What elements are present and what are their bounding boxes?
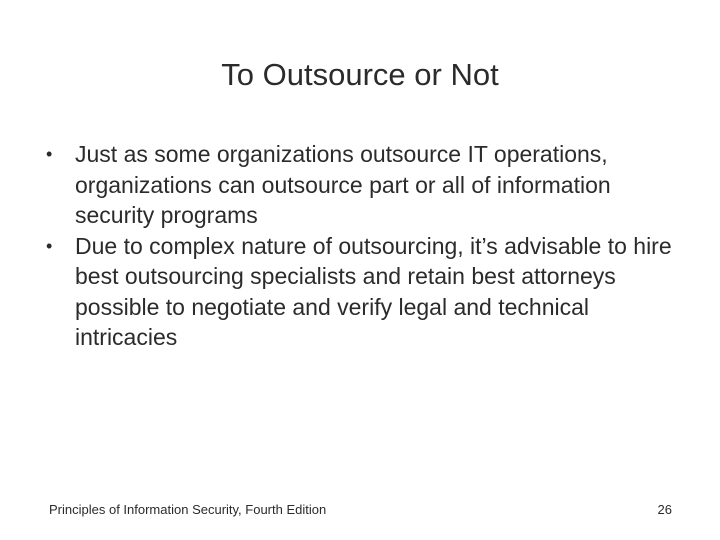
bullet-marker: • — [46, 144, 53, 164]
slide-title: To Outsource or Not — [221, 57, 499, 92]
bullet-item — [44, 139, 684, 231]
bullet-list — [44, 139, 684, 353]
bullet-text: Due to complex nature of outsourcing, it’s advisable to hire best outsourcing specialists and retain best attorneys possible to negotiate and verify legal and technical intricacies — [75, 232, 672, 350]
bullet-marker: • — [46, 235, 53, 256]
bullet-item — [44, 231, 684, 353]
page-number: 26 — [657, 502, 672, 517]
footer-source: Principles of Information Security, Fourth Edition — [49, 502, 327, 517]
bullet-text: Just as some organizations outsource IT operations, organizations can outsource part or all of information security programs — [75, 141, 611, 228]
